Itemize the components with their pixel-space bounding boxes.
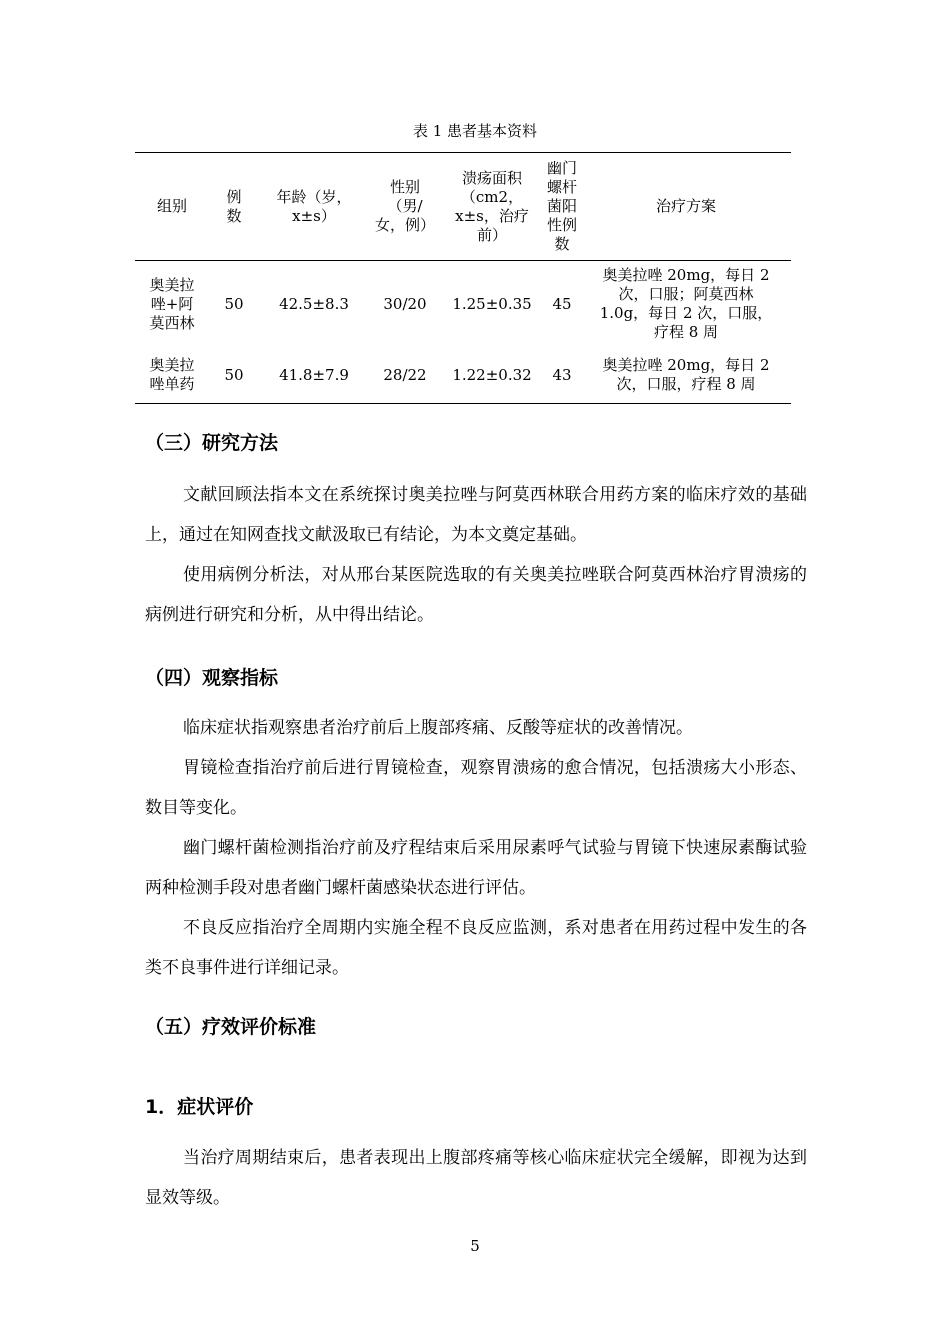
subsection-heading-symptoms: 1．症状评价: [145, 1096, 254, 1118]
cell-hp-positive: 43: [552, 365, 572, 384]
section-heading-indicators: （四）观察指标: [145, 667, 279, 689]
header-sex: 性别（男/女，例）: [374, 178, 435, 234]
header-ulcer-area: 溃疡面积（cm2，x±s，治疗前）: [455, 168, 529, 244]
paragraph: 不良反应指治疗全周期内实施全程不良反应监测，系对患者在用药过程中发生的各类不良事件进行详细记录。: [145, 918, 807, 978]
cell-treatment: 奥美拉唑 20mg，每日 2 次，口服；阿莫西林 1.0g，每日 2 次，口服，疗程 8 周: [599, 266, 773, 341]
header-hp-positive: 幽门螺杆菌阳性例数: [546, 159, 577, 253]
paragraph: 当治疗周期结束后，患者表现出上腹部疼痛等核心临床症状完全缓解，即视为达到显效等级。: [145, 1148, 807, 1208]
header-treatment: 治疗方案: [655, 197, 716, 215]
paragraph: 使用病例分析法，对从邢台某医院选取的有关奥美拉唑联合阿莫西林治疗胃溃疡的病例进行研究和分析，从中得出结论。: [145, 565, 807, 625]
table-caption: 表 1 患者基本资料: [412, 122, 538, 140]
header-group: 组别: [156, 197, 187, 215]
section-heading-methods: （三）研究方法: [145, 432, 279, 454]
cell-hp-positive: 45: [552, 294, 572, 313]
paragraph: 胃镜检查指治疗前后进行胃镜检查，观察胃溃疡的愈合情况，包括溃疡大小形态、数目等变化。: [145, 758, 807, 818]
cell-ulcer-area: 1.22±0.32: [452, 365, 532, 384]
table-row: [135, 261, 791, 348]
cell-ulcer-area: 1.25±0.35: [452, 294, 532, 313]
cell-treatment: 奥美拉唑 20mg，每日 2 次，口服，疗程 8 周: [602, 356, 770, 393]
section-heading-evaluation: （五）疗效评价标准: [145, 1016, 317, 1038]
cell-age: 42.5±8.3: [279, 294, 349, 313]
cell-age: 41.8±7.9: [279, 365, 349, 384]
cell-count: 50: [224, 294, 244, 313]
paragraph: 文献回顾法指本文在系统探讨奥美拉唑与阿莫西林联合用药方案的临床疗效的基础上，通过在知网查找文献汲取已有结论，为本文奠定基础。: [145, 485, 807, 545]
cell-group: 奥美拉唑单药: [149, 356, 195, 393]
table-row: [135, 347, 791, 404]
table-header-row: [135, 153, 791, 261]
cell-group: 奥美拉唑+阿莫西林: [149, 275, 195, 332]
page-number: 5: [470, 1237, 480, 1255]
paragraph: 幽门螺杆菌检测指治疗前及疗程结束后采用尿素呼气试验与胃镜下快速尿素酶试验两种检测手段对患者幽门螺杆菌感染状态进行评估。: [145, 838, 807, 898]
cell-sex: 28/22: [383, 365, 427, 384]
header-count: 例数: [226, 187, 242, 225]
patient-baseline-table: [135, 152, 791, 404]
cell-count: 50: [224, 365, 244, 384]
paragraph: 临床症状指观察患者治疗前后上腹部疼痛、反酸等症状的改善情况。: [183, 718, 693, 738]
header-age: 年龄（岁，x±s）: [276, 187, 352, 225]
cell-sex: 30/20: [383, 294, 427, 313]
